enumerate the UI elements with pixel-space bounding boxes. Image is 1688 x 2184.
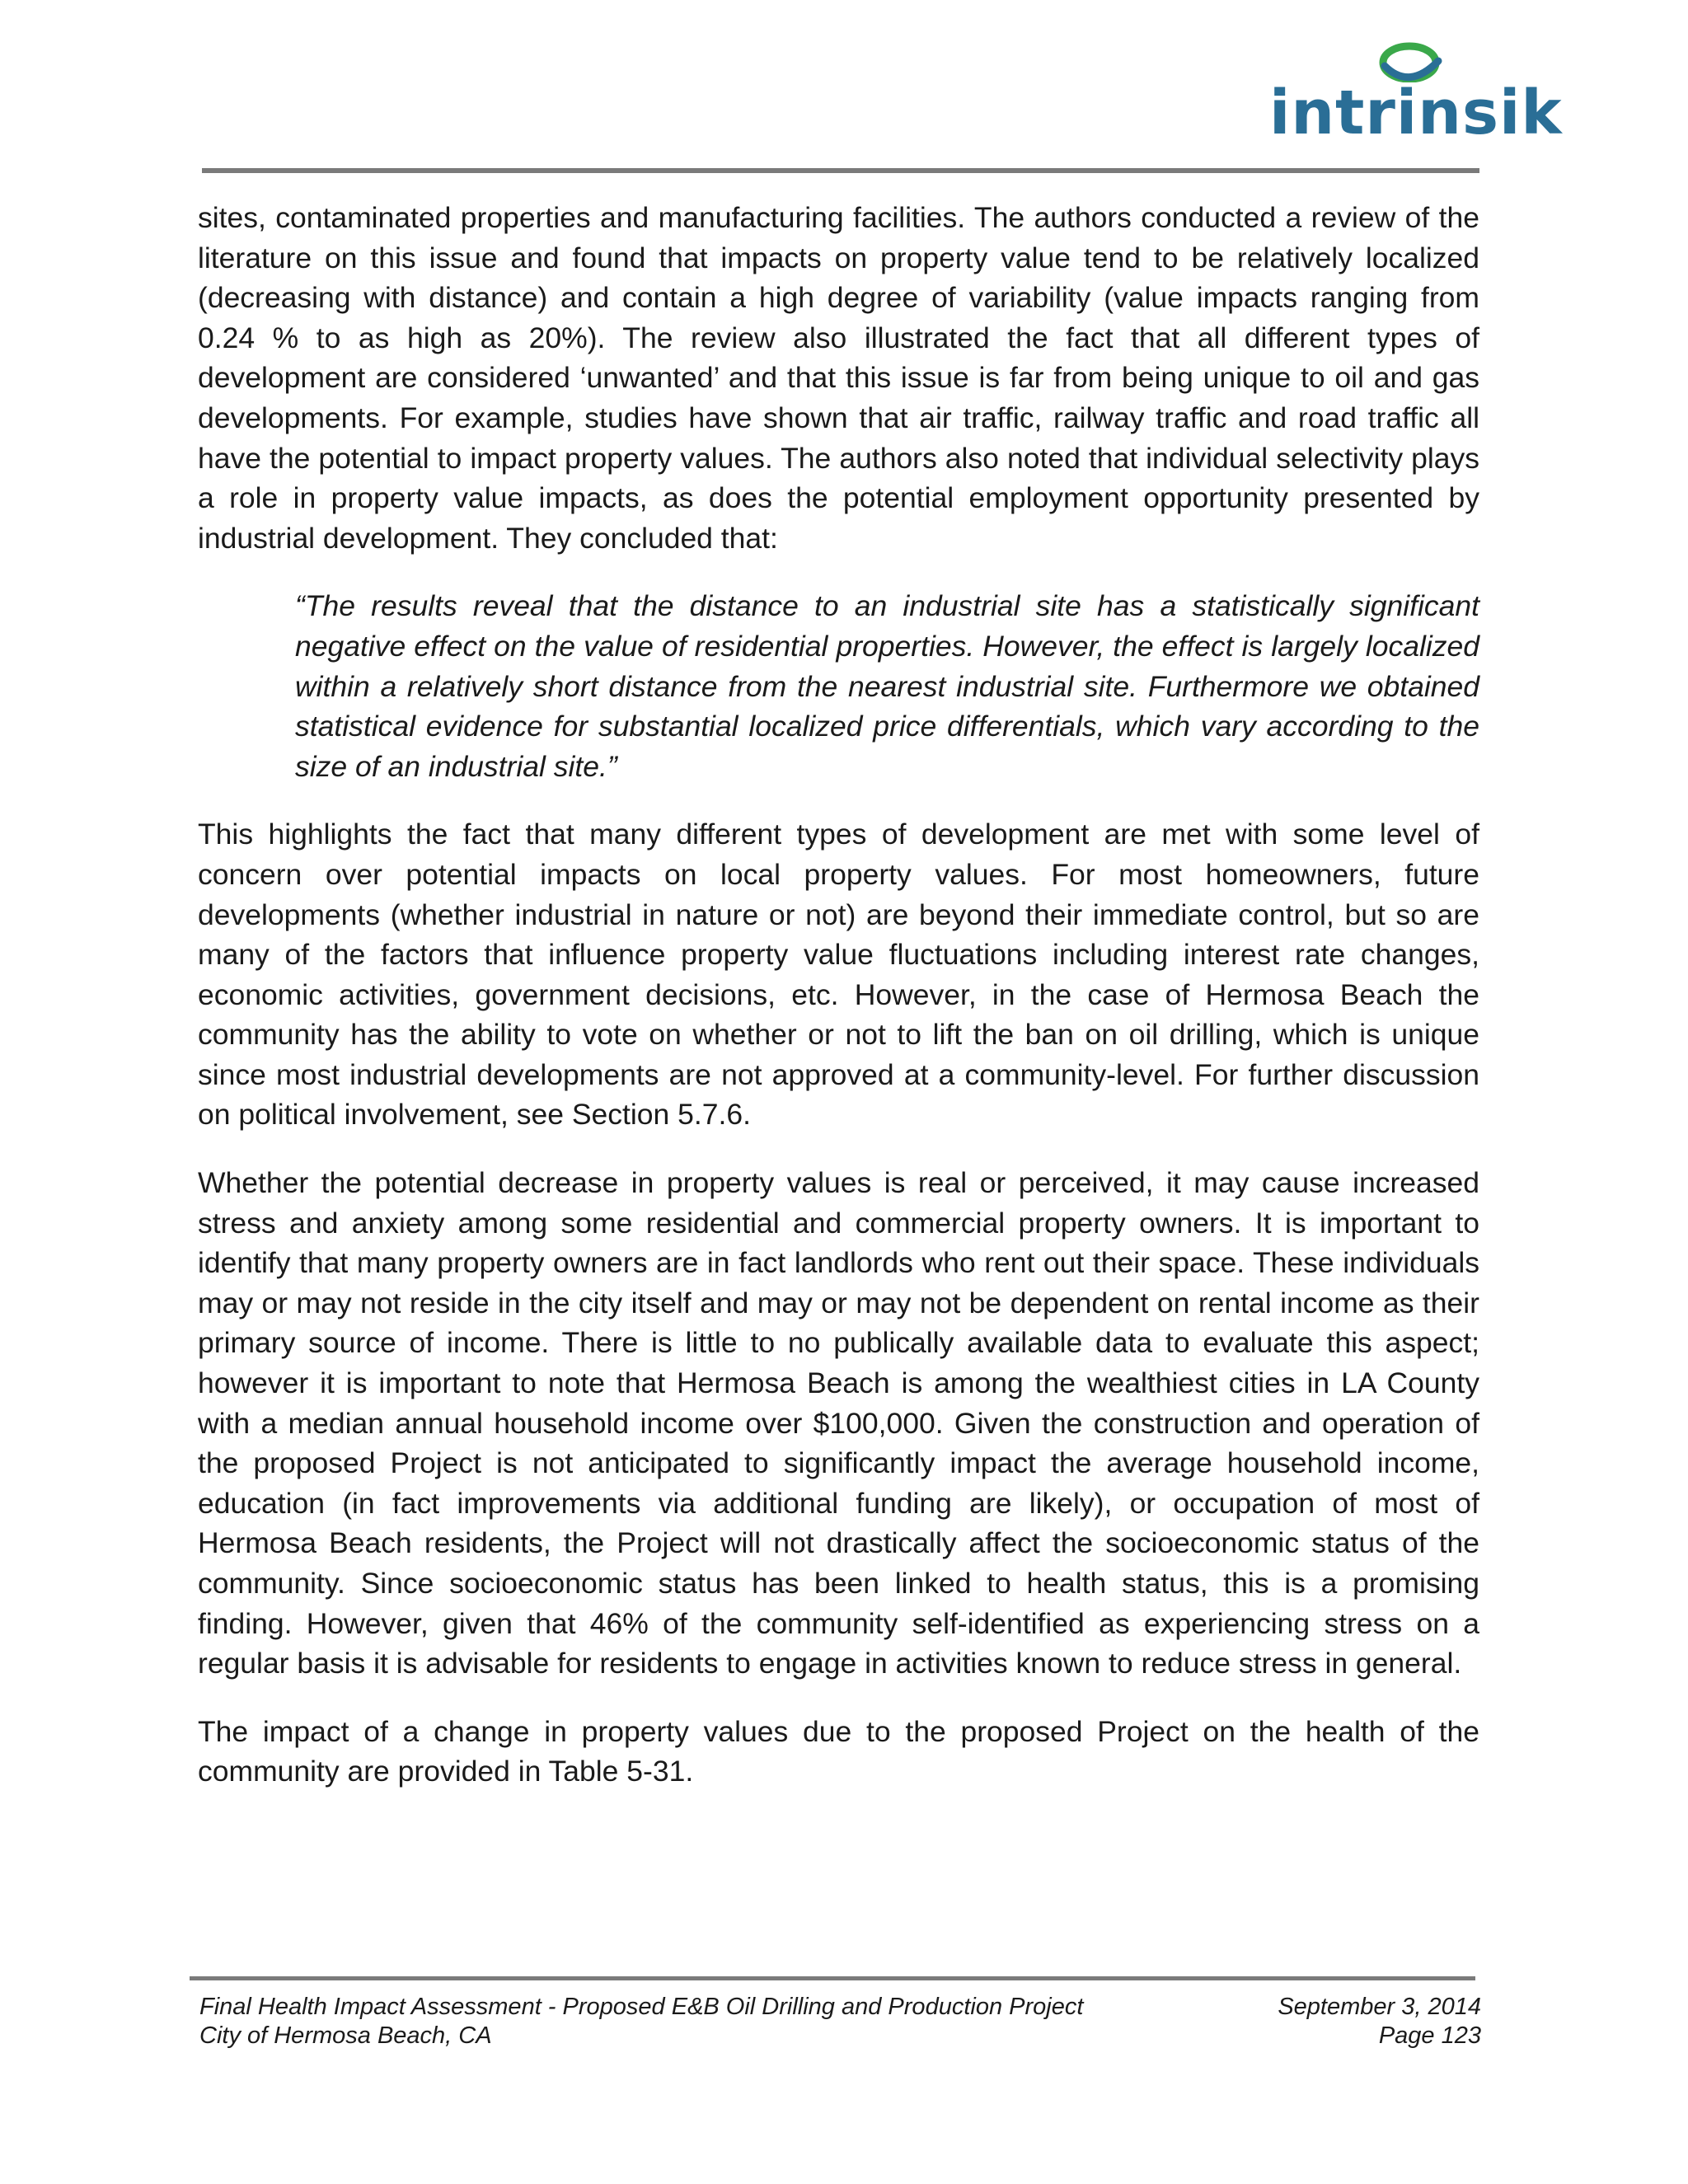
footer-divider bbox=[190, 1976, 1475, 1980]
body-paragraph-2: This highlights the fact that many different types of development are met with some level of concern over potential impacts on local property values. For most homeowners, future developments (whether industrial in nature or not) are beyond their immediate control, but so are many of the factors that influence property value fluctuations including interest rate changes, economic activities, government decisions, etc. However, in the case of Hermosa Beach the community has the ability to vote on whether or not to lift the ban on oil drilling, which is unique since most industrial developments are not approved at a community-level. For further discussion on political involvement, see Section 5.7.6. bbox=[198, 818, 1479, 1132]
block-quote: “The results reveal that the distance to an industrial site has a statistically significant negative effect on the value of residential properties. However, the effect is largely localized within a relatively short distance from the nearest industrial site. Furthermore we obtained statistical evidence for substantial localized price differentials, which vary according to the size of an industrial site.” bbox=[295, 589, 1479, 783]
page-footer bbox=[199, 1993, 1481, 2050]
logo-text: intrinsik bbox=[1269, 77, 1563, 148]
footer-document-title: Final Health Impact Assessment - Proposed E&B Oil Drilling and Production Project bbox=[199, 1994, 1084, 2020]
body-paragraph-1: sites, contaminated properties and manufacturing facilities. The authors conducted a review of the literature on this issue and found that impacts on property value tend to be relatively localized (decreasing with distance) and contain a high degree of variability (value impacts ranging from 0.24 % to as high as 20%). The review also illustrated the fact that all different types of development are considered ‘unwanted’ and that this issue is far from being unique to oil and gas developments. For example, studies have shown that air traffic, railway traffic and road traffic all have the potential to impact property values. The authors also noted that individual selectivity plays a role in property value impacts, as does the potential employment opportunity presented by industrial development. They concluded that: bbox=[198, 201, 1479, 555]
body-paragraph-4: The impact of a change in property values due to the proposed Project on the health of the community are provided in Table 5-31. bbox=[198, 1714, 1479, 1788]
footer-date: September 3, 2014 bbox=[1278, 1994, 1481, 2020]
intrinsik-logo bbox=[1269, 33, 1563, 148]
header-divider bbox=[202, 168, 1479, 173]
logo-ring-icon bbox=[1269, 33, 1517, 82]
footer-page-number: Page 123 bbox=[1378, 2022, 1481, 2049]
page-content bbox=[198, 198, 1479, 1820]
body-paragraph-3: Whether the potential decrease in property values is real or perceived, it may cause increased stress and anxiety among some residential and commercial property owners. It is important to identify that many property owners are in fact landlords who rent out their space. These individuals may or may not reside in the city itself and may or may not be dependent on rental income as their primary source of income. There is little to no publically available data to evaluate this aspect; however it is important to note that Hermosa Beach is among the wealthiest cities in LA County with a median annual household income over $100,000. Given the construction and operation of the proposed Project is not anticipated to significantly impact the average household income, education (in fact improvements via additional funding are likely), or occupation of most of Hermosa Beach residents, the Project will not drastically affect the socioeconomic status of the community. Since socioeconomic status has been linked to health status, this is a promising finding. However, given that 46% of the community self-identified as experiencing stress on a regular basis it is advisable for residents to engage in activities known to reduce stress in general. bbox=[198, 1166, 1479, 1680]
footer-location: City of Hermosa Beach, CA bbox=[199, 2022, 492, 2049]
